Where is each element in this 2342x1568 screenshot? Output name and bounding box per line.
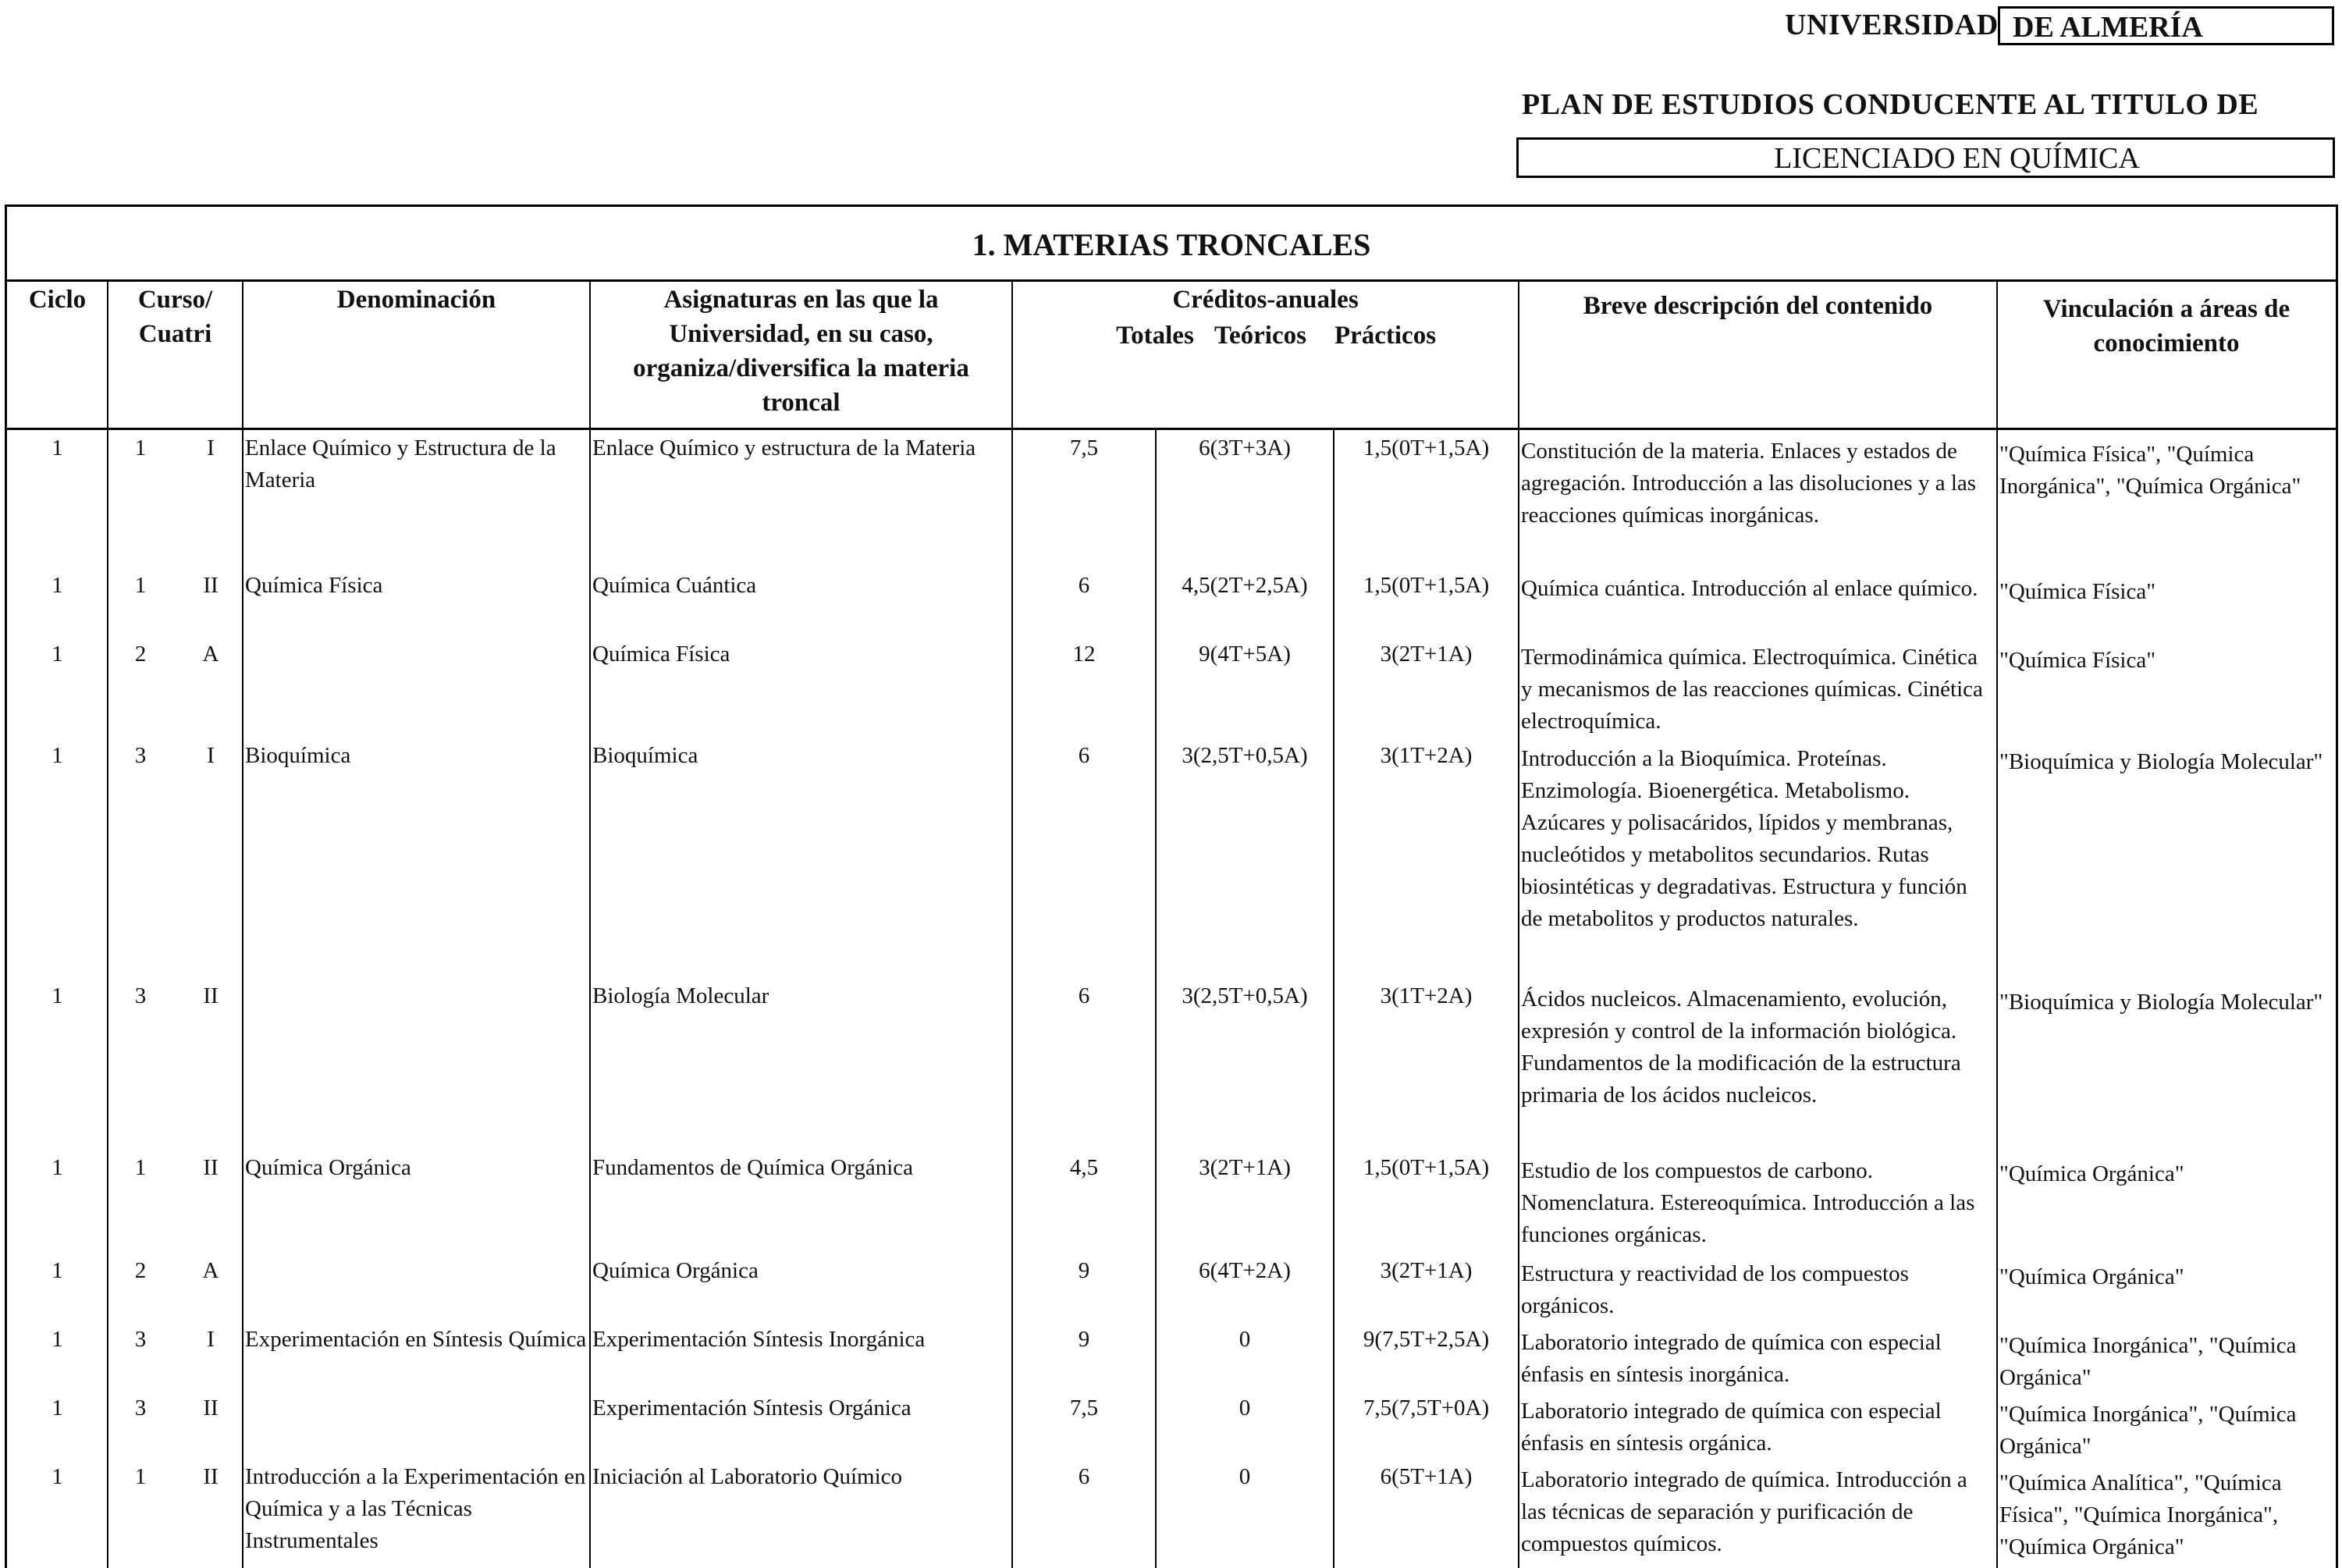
cell-totales: 7,5: [1069, 436, 1099, 460]
cell-cuatri: A: [202, 642, 219, 667]
cell-teoricos: 9(4T+5A): [1199, 642, 1291, 667]
cell-denominacion: Introducción a la Experimentación en Química y a las Técnicas Instrumentales: [245, 1464, 586, 1553]
cell-vinculacion: "Química Física", "Química Inorgánica", "Química Orgánica": [1999, 442, 2301, 499]
cell-ciclo: 1: [52, 573, 63, 598]
cell-totales: 6: [1078, 743, 1090, 768]
cell-teoricos: 6(3T+3A): [1199, 436, 1291, 460]
column-divider: [242, 279, 243, 1568]
cell-totales: 9: [1078, 1327, 1090, 1352]
cell-denominacion: Experimentación en Síntesis Química: [245, 1327, 587, 1352]
cell-denominacion: Bioquímica: [245, 743, 351, 768]
cell-curso: 1: [134, 1155, 147, 1180]
cell-descripcion: Termodinámica química. Electroquímica. Cinética y mecanismos de las reacciones químicas. Cinética electroquímica.: [1521, 645, 1983, 734]
cell-ciclo: 1: [52, 642, 63, 667]
cell-ciclo: 1: [52, 743, 63, 768]
cell-ciclo: 1: [52, 1155, 63, 1180]
plan-title: PLAN DE ESTUDIOS CONDUCENTE AL TITULO DE: [1522, 88, 2259, 121]
cell-curso: 1: [134, 1464, 147, 1489]
cell-practicos: 1,5(0T+1,5A): [1363, 436, 1490, 460]
cell-curso: 3: [134, 1327, 147, 1352]
cell-practicos: 9(7,5T+2,5A): [1363, 1327, 1490, 1352]
cell-vinculacion: "Química Inorgánica", "Química Orgánica": [1999, 1402, 2297, 1459]
cell-teoricos: 0: [1239, 1327, 1251, 1352]
cell-vinculacion: "Química Física": [1999, 579, 2156, 604]
cell-descripcion: Ácidos nucleicos. Almacenamiento, evolución, expresión y control de la información biológica. Fundamentos de la modificación de la estructura primaria de los ácidos nucleicos.: [1521, 987, 1961, 1108]
cell-vinculacion: "Química Analítica", "Química Física", "Química Inorgánica", "Química Orgánica": [1999, 1470, 2282, 1559]
cell-curso: 3: [134, 983, 147, 1008]
column-header-practicos: Prácticos: [1334, 322, 1437, 350]
cell-asignatura: Química Física: [592, 642, 730, 667]
cell-asignatura: Biología Molecular: [592, 983, 769, 1008]
column-header-curso-cuatri: Curso/ Cuatri: [137, 286, 213, 348]
cell-asignatura: Bioquímica: [592, 743, 698, 768]
cell-curso: 3: [134, 1396, 147, 1420]
cell-practicos: 3(1T+2A): [1380, 983, 1473, 1008]
cell-teoricos: 3(2,5T+0,5A): [1182, 983, 1308, 1008]
cell-cuatri: II: [203, 1396, 219, 1420]
cell-teoricos: 0: [1239, 1396, 1251, 1420]
cell-asignatura: Química Cuántica: [592, 573, 757, 598]
cell-curso: 2: [134, 642, 147, 667]
cell-ciclo: 1: [52, 1258, 63, 1283]
cell-practicos: 1,5(0T+1,5A): [1363, 573, 1490, 598]
cell-vinculacion: "Química Inorgánica", "Química Orgánica": [1999, 1333, 2297, 1390]
cell-asignatura: Fundamentos de Química Orgánica: [592, 1155, 913, 1180]
column-divider: [1011, 279, 1013, 1568]
cell-vinculacion: "Química Orgánica": [1999, 1161, 2184, 1186]
university-label: UNIVERSIDAD: [1785, 9, 1999, 41]
cell-vinculacion: "Bioquímica y Biología Molecular": [1999, 749, 2323, 774]
cell-descripcion: Laboratorio integrado de química con especial énfasis en síntesis orgánica.: [1521, 1399, 1942, 1456]
cell-descripcion: Estudio de los compuestos de carbono. Nomenclatura. Estereoquímica. Introducción a las funciones orgánicas.: [1521, 1158, 1975, 1247]
cell-asignatura: Experimentación Síntesis Inorgánica: [592, 1327, 926, 1352]
cell-cuatri: I: [207, 743, 215, 768]
cell-totales: 6: [1078, 573, 1090, 598]
column-header-descripcion: Breve descripción del contenido: [1583, 292, 1933, 320]
column-header-vinculacion: Vinculación a áreas de conocimiento: [2042, 295, 2290, 357]
column-header-denominacion: Denominación: [336, 286, 496, 314]
cell-teoricos: 6(4T+2A): [1199, 1258, 1291, 1283]
column-divider: [1518, 279, 1519, 1568]
cell-descripcion: Constitución de la materia. Enlaces y estados de agregación. Introducción a las disoluciones y a las reacciones químicas inorgánicas.: [1521, 439, 1977, 528]
column-header-asignaturas: Asignaturas en las que la Universidad, en su caso, organiza/diversifica la materia troncal: [633, 286, 969, 417]
cell-asignatura: Experimentación Síntesis Orgánica: [592, 1396, 912, 1420]
cell-ciclo: 1: [52, 436, 63, 460]
column-divider: [589, 279, 591, 1568]
cell-cuatri: A: [202, 1258, 219, 1283]
cell-cuatri: I: [207, 1327, 215, 1352]
degree-name: LICENCIADO EN QUÍMICA: [1774, 142, 2140, 175]
cell-cuatri: II: [203, 983, 219, 1008]
cell-descripcion: Laboratorio integrado de química con especial énfasis en síntesis inorgánica.: [1521, 1330, 1942, 1387]
column-header-teoricos: Teóricos: [1214, 322, 1306, 350]
cell-cuatri: II: [203, 573, 219, 598]
cell-descripcion: Introducción a la Bioquímica. Proteínas. Enzimología. Bioenergética. Metabolismo. Azúcares y polisacáridos, lípidos y membranas, nucleótidos y metabolitos secundarios. Rutas biosintéticas y degradativas. Estructura y función de metabolitos y productos naturales.: [1521, 746, 1967, 931]
column-divider: [107, 279, 108, 1568]
cell-teoricos: 0: [1239, 1464, 1251, 1489]
university-name-box: [1998, 6, 2334, 45]
cell-totales: 4,5: [1069, 1155, 1099, 1180]
section-title-rule: [5, 279, 2338, 282]
cell-totales: 7,5: [1069, 1396, 1099, 1420]
cell-practicos: 1,5(0T+1,5A): [1363, 1155, 1490, 1180]
cell-teoricos: 4,5(2T+2,5A): [1182, 573, 1308, 598]
degree-box: [1516, 137, 2335, 178]
header-bottom-rule: [5, 428, 2338, 430]
cell-curso: 3: [134, 743, 147, 768]
cell-descripcion: Química cuántica. Introducción al enlace químico.: [1521, 576, 1978, 601]
cell-practicos: 3(2T+1A): [1380, 1258, 1473, 1283]
cell-totales: 6: [1078, 983, 1090, 1008]
cell-ciclo: 1: [52, 983, 63, 1008]
cell-practicos: 3(1T+2A): [1380, 743, 1473, 768]
cell-totales: 6: [1078, 1464, 1090, 1489]
cell-ciclo: 1: [52, 1396, 63, 1420]
cell-vinculacion: "Bioquímica y Biología Molecular": [1999, 990, 2323, 1015]
column-header-creditos: Créditos-anuales: [1172, 286, 1359, 314]
cell-vinculacion: "Química Física": [1999, 648, 2156, 673]
cell-vinculacion: "Química Orgánica": [1999, 1264, 2184, 1289]
cell-teoricos: 3(2,5T+0,5A): [1182, 743, 1308, 768]
cell-denominacion: Química Física: [245, 573, 383, 598]
column-header-ciclo: Ciclo: [28, 286, 87, 314]
cell-curso: 1: [134, 573, 147, 598]
cell-asignatura: Enlace Químico y estructura de la Materia: [592, 436, 976, 460]
cell-denominacion: Enlace Químico y Estructura de la Materia: [245, 436, 556, 492]
column-header-totales: Totales: [1116, 322, 1194, 350]
cell-denominacion: Química Orgánica: [245, 1155, 411, 1180]
cell-teoricos: 3(2T+1A): [1199, 1155, 1291, 1180]
cell-cuatri: I: [207, 436, 215, 460]
cell-practicos: 6(5T+1A): [1380, 1464, 1473, 1489]
section-title: 1. MATERIAS TRONCALES: [972, 227, 1371, 262]
cell-cuatri: II: [203, 1155, 219, 1180]
cell-asignatura: Iniciación al Laboratorio Químico: [592, 1464, 902, 1489]
cell-descripcion: Estructura y reactividad de los compuestos orgánicos.: [1521, 1261, 1909, 1318]
column-divider: [1996, 279, 1998, 1568]
cell-curso: 2: [134, 1258, 147, 1283]
cell-cuatri: II: [203, 1464, 219, 1489]
cell-curso: 1: [134, 436, 147, 460]
university-name: DE ALMERÍA: [2013, 11, 2203, 44]
cell-totales: 9: [1078, 1258, 1090, 1283]
cell-asignatura: Química Orgánica: [592, 1258, 759, 1283]
cell-practicos: 7,5(7,5T+0A): [1363, 1396, 1490, 1420]
cell-totales: 12: [1072, 642, 1096, 667]
cell-descripcion: Laboratorio integrado de química. Introducción a las técnicas de separación y purificación de compuestos químicos.: [1521, 1467, 1967, 1556]
cell-ciclo: 1: [52, 1327, 63, 1352]
cell-practicos: 3(2T+1A): [1380, 642, 1473, 667]
cell-ciclo: 1: [52, 1464, 63, 1489]
